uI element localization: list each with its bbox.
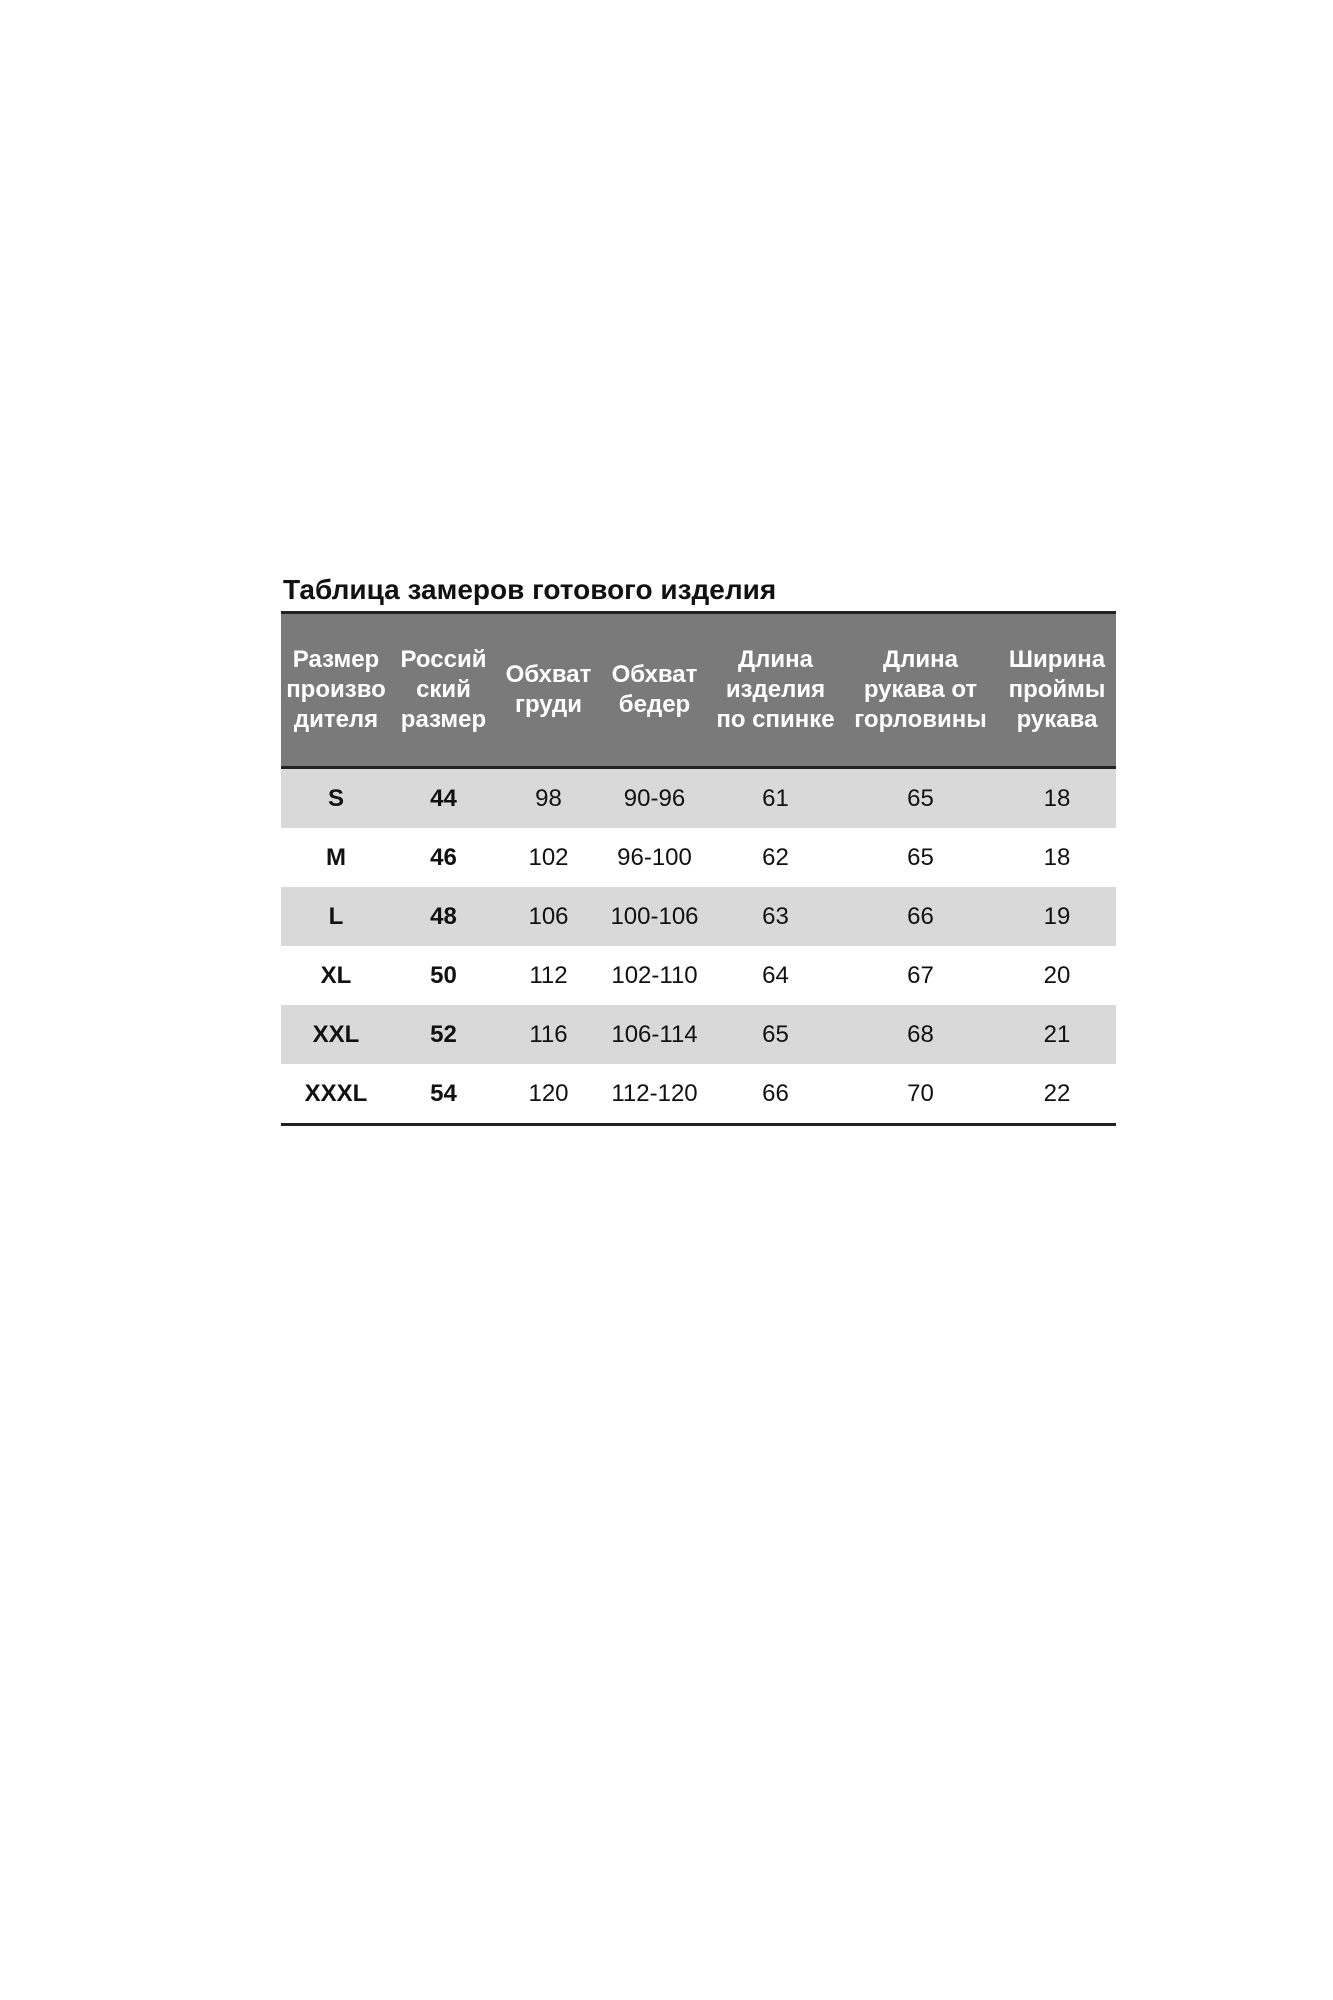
cell-armhole-width: 21: [1043, 1020, 1071, 1048]
cell-armhole-width: 18: [1043, 784, 1071, 812]
cell-russian-size: 48: [430, 902, 457, 930]
cell-chest: 106: [528, 902, 569, 930]
cell-chest: 102: [528, 843, 569, 871]
cell-hips: 106-114: [611, 1020, 698, 1048]
cell-armhole-width: 20: [1043, 961, 1071, 989]
cell-back-length: 61: [762, 784, 789, 812]
cell-sleeve-length: 66: [907, 902, 934, 930]
table-row: [281, 768, 1116, 829]
cell-hips: 90-96: [623, 784, 686, 812]
cell-sleeve-length: 70: [907, 1079, 934, 1107]
cell-back-length: 65: [762, 1020, 789, 1048]
cell-back-length: 62: [762, 843, 789, 871]
cell-russian-size: 50: [430, 961, 457, 989]
cell-back-length: 66: [762, 1079, 789, 1107]
cell-back-length: 63: [762, 902, 789, 930]
header-sleeve-length: Длина рукава от горловины: [854, 646, 987, 733]
table-title: Таблица замеров готового изделия: [283, 574, 777, 605]
cell-hips: 112-120: [611, 1079, 698, 1107]
header-row: [281, 613, 1116, 768]
header-back-length: Длина изделия по спинке: [716, 646, 835, 733]
cell-sleeve-length: 67: [907, 961, 934, 989]
cell-hips: 96-100: [617, 843, 692, 871]
table-row: [281, 828, 1116, 887]
cell-hips: 102-110: [611, 961, 698, 989]
cell-armhole-width: 19: [1043, 902, 1071, 930]
header-armhole-width: Ширина проймы рукава: [1008, 646, 1106, 733]
cell-manufacturer-size: XXL: [312, 1020, 360, 1048]
header-manufacturer-size: Размер произво дителя: [286, 646, 386, 733]
cell-russian-size: 46: [430, 843, 457, 871]
cell-manufacturer-size: L: [328, 902, 344, 930]
table-header: [281, 613, 1116, 768]
cell-chest: 98: [535, 784, 562, 812]
cell-chest: 112: [529, 961, 568, 989]
cell-chest: 116: [529, 1020, 568, 1048]
header-chest: Обхват груди: [505, 661, 592, 718]
cell-chest: 120: [528, 1079, 569, 1107]
cell-armhole-width: 22: [1043, 1079, 1071, 1107]
cell-russian-size: 44: [430, 784, 457, 812]
table-body: [281, 768, 1116, 1125]
cell-russian-size: 54: [430, 1079, 457, 1107]
cell-russian-size: 52: [430, 1020, 457, 1048]
size-table: [281, 611, 1116, 1126]
header-hips: Обхват бедер: [611, 661, 698, 718]
table-row: [281, 887, 1116, 946]
cell-sleeve-length: 65: [907, 784, 934, 812]
cell-manufacturer-size: S: [327, 784, 344, 812]
cell-manufacturer-size: XXXL: [304, 1079, 368, 1107]
cell-back-length: 64: [762, 961, 789, 989]
table-row: [281, 1064, 1116, 1125]
cell-manufacturer-size: M: [326, 843, 346, 871]
cell-sleeve-length: 65: [907, 843, 934, 871]
table-row: [281, 1005, 1116, 1064]
cell-armhole-width: 18: [1043, 843, 1071, 871]
header-russian-size: Россий ский размер: [400, 646, 487, 733]
cell-hips: 100-106: [610, 902, 699, 930]
cell-manufacturer-size: XL: [320, 961, 352, 989]
table-row: [281, 946, 1116, 1005]
cell-sleeve-length: 68: [907, 1020, 934, 1048]
